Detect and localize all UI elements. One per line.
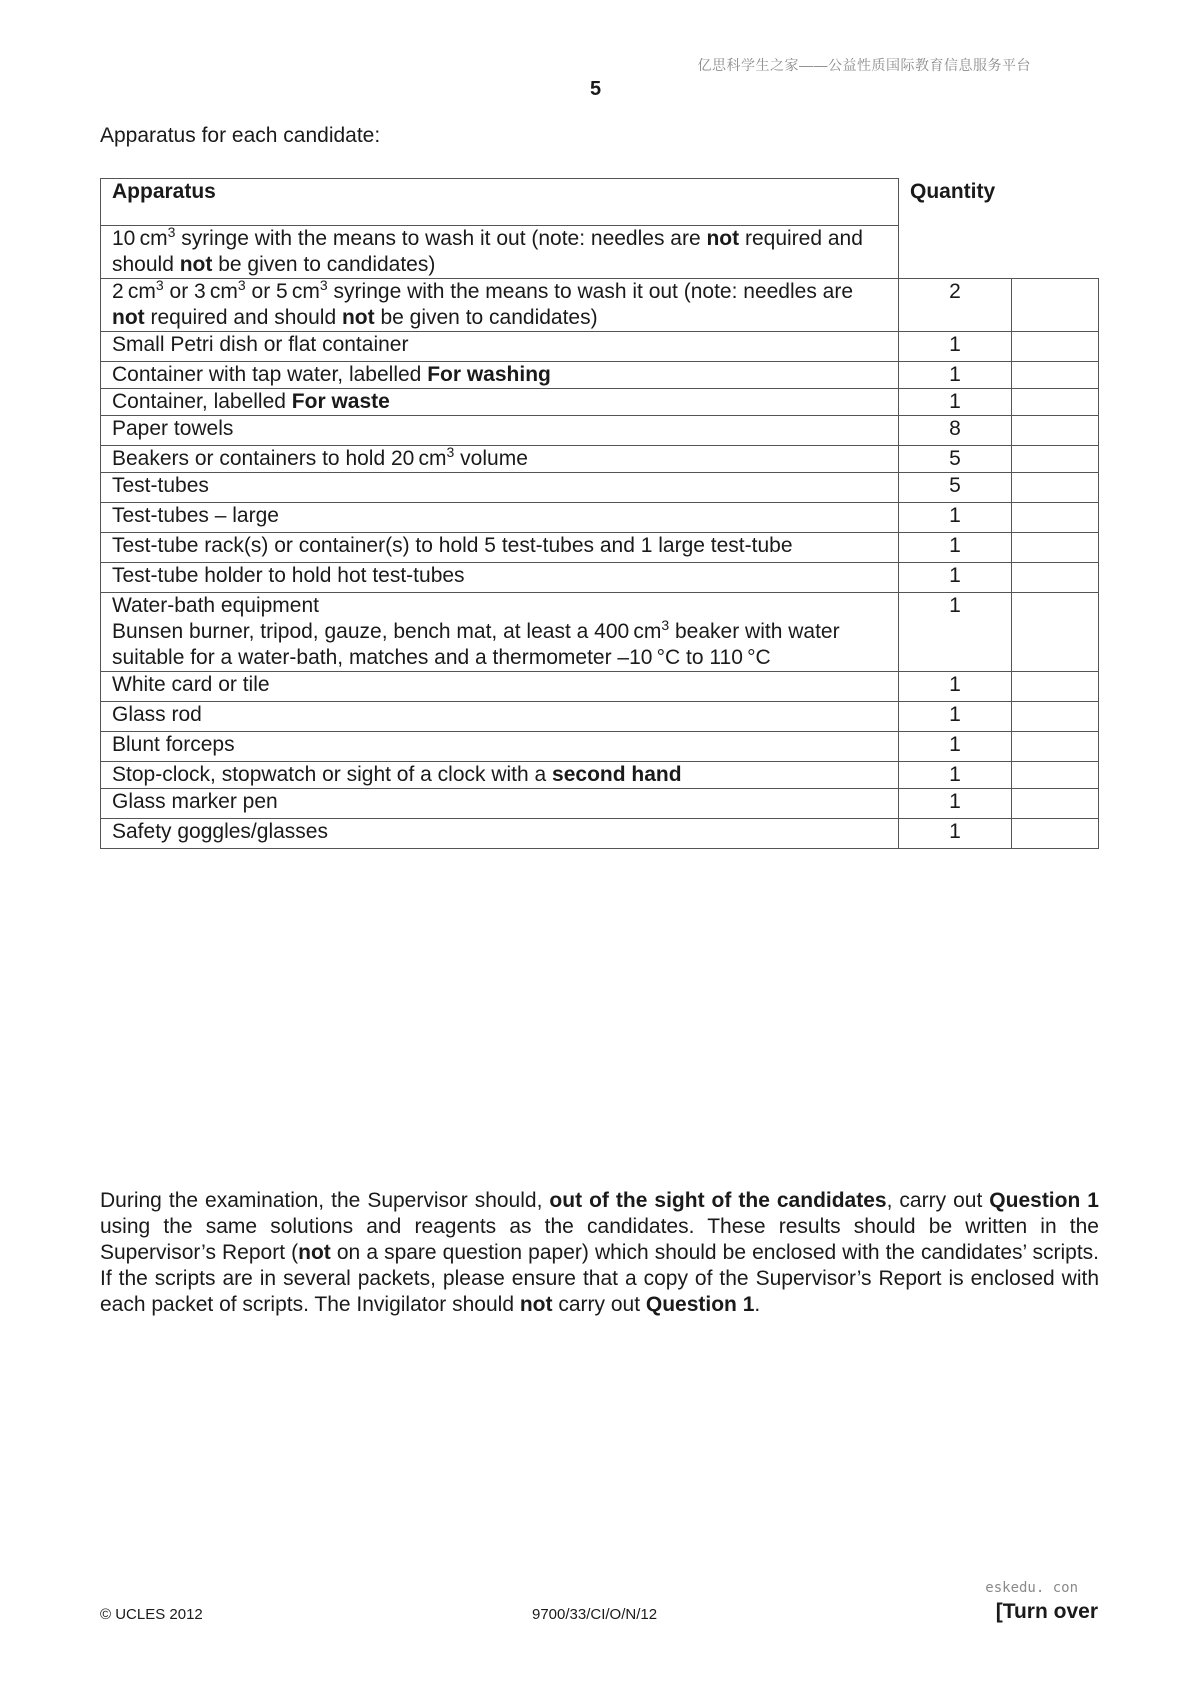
apparatus-column-header: Apparatus (101, 179, 899, 226)
page-number: 5 (589, 78, 602, 100)
apparatus-table-body (101, 226, 1099, 849)
bold-text: not (519, 1293, 553, 1316)
text-run: Safety goggles/glasses (112, 820, 328, 843)
apparatus-table (100, 178, 1099, 849)
apparatus-cell (101, 446, 899, 473)
bold-text: not (112, 306, 145, 329)
check-cell (1012, 332, 1099, 362)
text-run: 2 cm (112, 280, 156, 303)
apparatus-cell (101, 503, 899, 533)
table-row (101, 473, 1099, 503)
text-run: be given to candidates) (212, 253, 436, 276)
apparatus-cell (101, 416, 899, 446)
quantity-cell: 1 (899, 732, 1012, 762)
table-row (101, 416, 1099, 446)
quantity-cell: 1 (899, 762, 1012, 789)
table-row (101, 593, 1099, 672)
table-row (101, 226, 1099, 279)
bold-text: not (706, 227, 740, 250)
check-cell (1012, 762, 1099, 789)
text-run: Paper towels (112, 417, 234, 440)
instructions-paragraph (100, 1188, 1099, 1318)
apparatus-cell (101, 389, 899, 416)
table-row (101, 362, 1099, 389)
text-run: Small Petri dish or flat container (112, 333, 409, 356)
apparatus-cell (101, 789, 899, 819)
apparatus-cell (101, 473, 899, 503)
bold-text: out of the sight of the candidates (549, 1189, 887, 1212)
check-cell (1012, 732, 1099, 762)
text-run: or 5 cm (245, 280, 320, 303)
apparatus-cell (101, 226, 899, 279)
table-header-row (101, 179, 1099, 226)
quantity-cell: 1 (899, 672, 1012, 702)
apparatus-cell (101, 672, 899, 702)
apparatus-cell (101, 332, 899, 362)
table-row (101, 446, 1099, 473)
text-run: volume (454, 447, 528, 470)
turn-over-text: [Turn over (995, 1600, 1098, 1623)
check-cell (1012, 672, 1099, 702)
text-run: Blunt forceps (112, 733, 235, 756)
bold-text: For washing (427, 363, 551, 386)
check-cell (1012, 702, 1099, 732)
table-row (101, 819, 1099, 849)
table-row (101, 762, 1099, 789)
text-run: carry out (552, 1293, 646, 1316)
apparatus-cell (101, 732, 899, 762)
text-run: 10 cm (112, 227, 168, 250)
quantity-column-header: Quantity (910, 179, 996, 203)
check-cell (1012, 593, 1099, 672)
check-cell (1012, 533, 1099, 563)
quantity-cell: 1 (899, 702, 1012, 732)
check-cell (1012, 389, 1099, 416)
text-run: Test-tubes (112, 474, 209, 497)
quantity-cell: 5 (899, 446, 1012, 473)
apparatus-cell (101, 563, 899, 593)
quantity-cell: 1 (899, 593, 1012, 672)
apparatus-cell (101, 279, 899, 332)
check-cell (1012, 503, 1099, 533)
intro-text: Apparatus for each candidate: (100, 124, 381, 147)
quantity-cell: 1 (899, 389, 1012, 416)
check-cell (1012, 473, 1099, 503)
table-row (101, 503, 1099, 533)
text-run: Bunsen burner, tripod, gauze, bench mat, at least a 400 cm (112, 620, 662, 643)
check-cell (1012, 446, 1099, 473)
apparatus-cell (101, 593, 899, 672)
quantity-cell: 5 (899, 473, 1012, 503)
table-row (101, 332, 1099, 362)
text-run: using the same solutions and reagents as the candidates. These results should be written in the Supervisor’s Report ( (100, 1215, 1099, 1264)
check-cell (1012, 416, 1099, 446)
check-cell (1012, 563, 1099, 593)
bold-text: For waste (291, 390, 390, 413)
text-run: required and should (112, 227, 863, 276)
text-run: White card or tile (112, 673, 270, 696)
check-cell (1012, 789, 1099, 819)
check-cell (1012, 279, 1099, 332)
quantity-cell: 1 (899, 362, 1012, 389)
apparatus-cell (101, 362, 899, 389)
text-run: , carry out (886, 1189, 990, 1212)
text-run: be given to candidates) (374, 306, 598, 329)
quantity-cell: 1 (899, 563, 1012, 593)
watermark-text: eskedu. con (985, 1580, 1078, 1596)
text-run: syringe with the means to wash it out (note: needles are (327, 280, 854, 303)
text-run: Beakers or containers to hold 20 cm (112, 447, 447, 470)
quantity-cell (899, 226, 1012, 279)
text-run: During the examination, the Supervisor should, (100, 1189, 550, 1212)
paper-code: 9700/33/CI/O/N/12 (532, 1606, 658, 1623)
bold-text: not (298, 1241, 331, 1264)
text-run: required and should (144, 306, 342, 329)
site-header-text: 亿思科学生之家——公益性质国际教育信息服务平台 (697, 57, 1031, 73)
bold-text: not (341, 306, 375, 329)
table-row (101, 789, 1099, 819)
check-cell (1012, 819, 1099, 849)
text-run: Test-tube rack(s) or container(s) to hold 5 test-tubes and 1 large test-tube (112, 534, 793, 557)
bold-text: Question 1 (645, 1293, 755, 1316)
quantity-cell: 8 (899, 416, 1012, 446)
copyright-text: © UCLES 2012 (100, 1606, 203, 1623)
text-run: Stop-clock, stopwatch or sight of a clock with a (112, 763, 553, 786)
text-run: Glass rod (112, 703, 202, 726)
bold-text: second hand (552, 763, 682, 786)
text-run: Container, labelled (112, 390, 292, 413)
superscript: 3 (237, 277, 246, 293)
text-run: beaker with water suitable for a water-bath, matches and a thermometer –10 °C to 110 °C (112, 620, 840, 669)
text-run: . (754, 1293, 761, 1316)
text-run: Water-bath equipment (112, 594, 319, 617)
superscript: 3 (661, 617, 670, 633)
table-row (101, 533, 1099, 563)
apparatus-cell (101, 819, 899, 849)
check-cell (1012, 362, 1099, 389)
quantity-cell: 1 (899, 332, 1012, 362)
table-row (101, 563, 1099, 593)
check-cell (1012, 226, 1099, 279)
quantity-cell: 2 (899, 279, 1012, 332)
table-row (101, 672, 1099, 702)
superscript: 3 (446, 444, 455, 460)
text-run: Test-tubes – large (112, 504, 279, 527)
superscript: 3 (167, 224, 176, 240)
superscript: 3 (155, 277, 164, 293)
superscript: 3 (319, 277, 328, 293)
quantity-cell: 1 (899, 503, 1012, 533)
text-run: Glass marker pen (112, 790, 278, 813)
text-run: Container with tap water, labelled (112, 363, 428, 386)
quantity-cell: 1 (899, 789, 1012, 819)
text-run: on a spare question paper) which should be enclosed with the candidates’ scripts. If the scripts are in several packets, please ensure that a copy of the Supervisor’s Report is enclosed with each packet of scripts. The Invigilator should (100, 1241, 1100, 1316)
table-row (101, 732, 1099, 762)
text-run: Test-tube holder to hold hot test-tubes (112, 564, 465, 587)
table-row (101, 702, 1099, 732)
quantity-cell: 1 (899, 533, 1012, 563)
bold-text: not (179, 253, 213, 276)
text-run: syringe with the means to wash it out (note: needles are (175, 227, 707, 250)
quantity-cell: 1 (899, 819, 1012, 849)
apparatus-cell (101, 533, 899, 563)
text-run: or 3 cm (163, 280, 238, 303)
table-row (101, 279, 1099, 332)
bold-text: Question 1 (989, 1189, 1099, 1212)
apparatus-cell (101, 762, 899, 789)
apparatus-cell (101, 702, 899, 732)
table-row (101, 389, 1099, 416)
